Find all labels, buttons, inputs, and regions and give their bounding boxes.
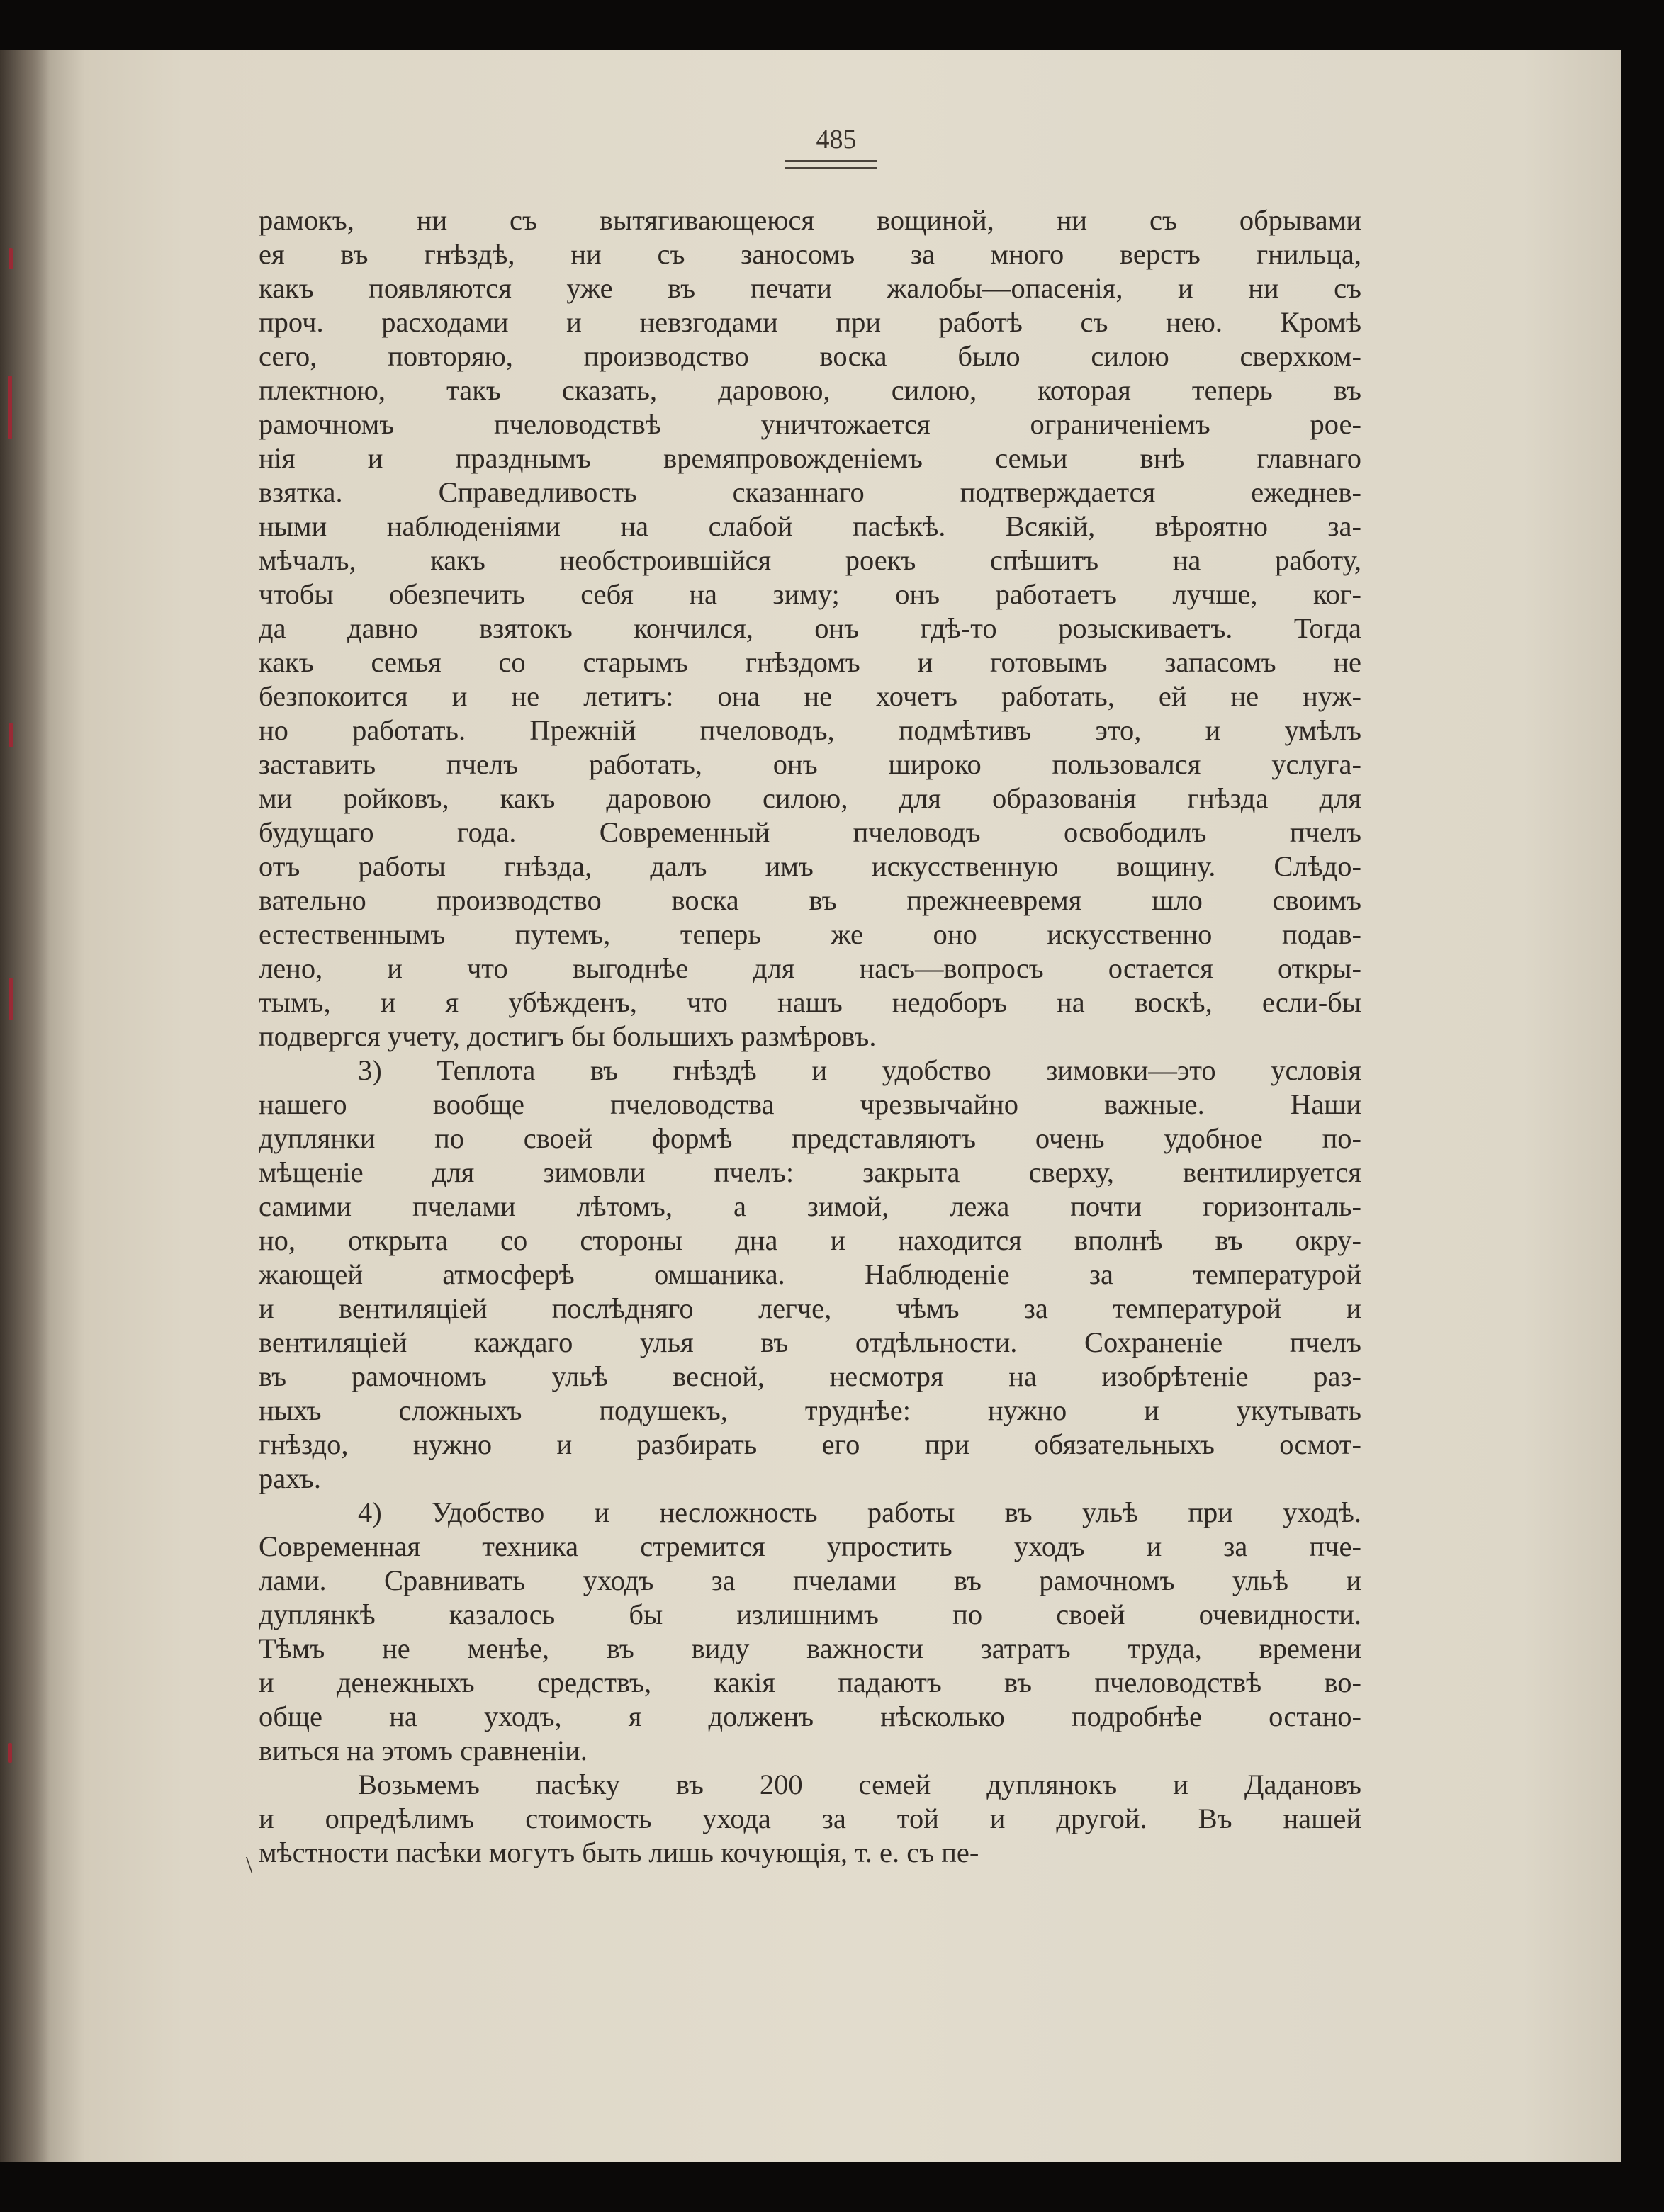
text-line: вательно производство воска въ прежнеевремя шло своимъ (259, 884, 1361, 916)
text-line: но работать. Прежній пчеловодъ, подмѣтивъ это, и умѣлъ (259, 714, 1361, 746)
text-line: какъ семья со старымъ гнѣздомъ и готовымъ запасомъ не (259, 646, 1361, 678)
text-line: какъ появляются уже въ печати жалобы—опасенія, и ни съ (259, 272, 1361, 304)
text-line: чтобы обезпечить себя на зиму; онъ работаетъ лучше, ког- (259, 578, 1361, 610)
text-line: ныхъ сложныхъ подушекъ, труднѣе: нужно и укутывать (259, 1394, 1361, 1426)
page-number-rule-top (785, 160, 877, 162)
margin-ink-mark (8, 1743, 12, 1763)
text-line: заставить пчелъ работать, онъ широко пользовался услуга- (259, 748, 1361, 780)
text-line: лами. Сравнивать уходъ за пчелами въ рамочномъ ульѣ и (259, 1564, 1361, 1596)
text-line: да давно взятокъ кончился, онъ гдѣ-то розыскиваетъ. Тогда (259, 612, 1361, 644)
text-line: взятка. Справедливость сказаннаго подтверждается ежеднев- (259, 476, 1361, 508)
page-number-rule-bottom (785, 167, 877, 169)
text-line: плектною, такъ сказать, даровою, силою, которая теперь въ (259, 374, 1361, 406)
text-line: рахъ. (259, 1462, 322, 1494)
text-line: нія и празднымъ времяпровожденіемъ семьи внѣ главнаго (259, 442, 1361, 474)
text-line: мѣстности пасѣки могутъ быть лишь кочующія, т. е. съ пе- (259, 1836, 979, 1868)
body-text (259, 203, 1361, 1870)
margin-tick-mark: \ (246, 1852, 253, 1878)
text-line: ными наблюденіями на слабой пасѣкѣ. Всякій, вѣроятно за- (259, 510, 1361, 542)
text-line: и опредѣлимъ стоимость ухода за той и другой. Въ нашей (259, 1802, 1361, 1834)
margin-ink-mark (9, 723, 13, 747)
text-line: но, открыта со стороны дна и находится вполнѣ въ окру- (259, 1224, 1361, 1256)
text-line: лено, и что выгоднѣе для насъ—вопросъ остается откры- (259, 952, 1361, 984)
margin-ink-mark (8, 376, 12, 439)
text-line: нашего вообще пчеловодства чрезвычайно важные. Наши (259, 1088, 1361, 1120)
page-number: 485 (816, 125, 857, 154)
text-line: рамочномъ пчеловодствѣ уничтожается ограниченіемъ рое- (259, 408, 1361, 440)
page-gutter-shadow (0, 50, 50, 2162)
text-line: проч. расходами и невзгодами при работѣ съ нею. Кромѣ (259, 306, 1361, 338)
text-line: отъ работы гнѣзда, далъ имъ искусственную вощину. Слѣдо- (259, 850, 1361, 882)
text-line: и вентиляціей послѣдняго легче, чѣмъ за температурой и (259, 1292, 1361, 1324)
text-line: подвергся учету, достигъ бы большихъ размѣровъ. (259, 1020, 877, 1052)
text-line: 3) Теплота въ гнѣздѣ и удобство зимовки—это условія (358, 1054, 1361, 1086)
text-line: сего, повторяю, производство воска было силою сверхком- (259, 340, 1361, 372)
text-line: самими пчелами лѣтомъ, а зимой, лежа почти горизонталь- (259, 1190, 1361, 1222)
text-line: дуплянки по своей формѣ представляютъ очень удобное по- (259, 1122, 1361, 1154)
text-line: рамокъ, ни съ вытягивающеюся вощиной, ни съ обрывами (259, 204, 1361, 236)
text-line: мѣчалъ, какъ необстроившійся роекъ спѣшитъ на работу, (259, 544, 1361, 576)
text-line: безпокоится и не летитъ: она не хочетъ работать, ей не нуж- (259, 680, 1361, 712)
text-line: дуплянкѣ казалось бы излишнимъ по своей очевидности. (259, 1598, 1361, 1630)
text-line: виться на этомъ сравненіи. (259, 1734, 588, 1766)
text-line: ея въ гнѣздѣ, ни съ заносомъ за много верстъ гнильца, (259, 238, 1361, 270)
text-line: ми ройковъ, какъ даровою силою, для образованія гнѣзда для (259, 782, 1361, 814)
text-line: Тѣмъ не менѣе, въ виду важности затратъ труда, времени (259, 1632, 1361, 1664)
text-line: 4) Удобство и несложность работы въ ульѣ при уходѣ. (358, 1496, 1361, 1528)
text-line: обще на уходъ, я долженъ нѣсколько подробнѣе остано- (259, 1700, 1361, 1732)
margin-ink-mark (9, 978, 13, 1020)
text-line: будущаго года. Современный пчеловодъ освободилъ пчелъ (259, 816, 1361, 848)
text-line: гнѣздо, нужно и разбирать его при обязательныхъ осмот- (259, 1428, 1361, 1460)
text-line: естественнымъ путемъ, теперь же оно искусственно подав- (259, 918, 1361, 950)
text-line: мѣщеніе для зимовли пчелъ: закрыта сверху, вентилируется (259, 1156, 1361, 1188)
text-line: и денежныхъ средствъ, какія падаютъ въ пчеловодствѣ во- (259, 1666, 1361, 1698)
margin-ink-mark (9, 248, 13, 269)
text-line: Возьмемъ пасѣку въ 200 семей дуплянокъ и Дадановъ (358, 1768, 1361, 1800)
text-line: вентиляціей каждаго улья въ отдѣльности. Сохраненіе пчелъ (259, 1326, 1361, 1358)
text-line: тымъ, и я убѣжденъ, что нашъ недоборъ на воскѣ, если-бы (259, 986, 1361, 1018)
text-line: жающей атмосферѣ омшаника. Наблюденіе за температурой (259, 1258, 1361, 1290)
text-line: въ рамочномъ ульѣ весной, несмотря на изобрѣтеніе раз- (259, 1360, 1361, 1392)
text-line: Современная техника стремится упростить уходъ и за пче- (259, 1530, 1361, 1562)
